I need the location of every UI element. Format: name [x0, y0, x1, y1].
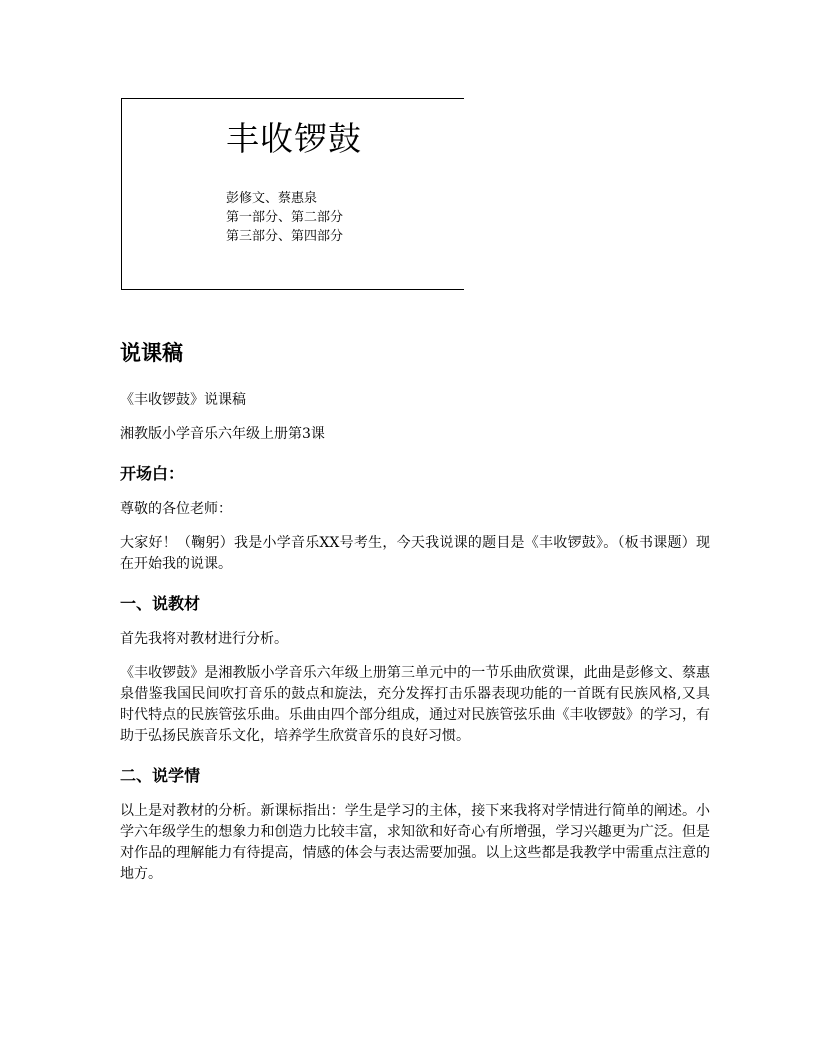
opening-greeting: 尊敬的各位老师： [120, 501, 232, 517]
section-heading-material: 一、说教材 [120, 594, 201, 613]
document-body [120, 338, 710, 898]
section-heading-opening: 开场白： [120, 464, 185, 483]
document-edition: 湘教版小学音乐六年级上册第3课 [120, 426, 325, 442]
document-subtitle: 《丰收锣鼓》说课稿 [120, 392, 246, 408]
material-intro: 首先我将对教材进行分析。 [120, 631, 288, 647]
section-heading-students: 二、说学情 [120, 766, 201, 785]
slide-line-parts-2: 第三部分、第四部分 [226, 229, 344, 244]
slide-title: 丰收锣鼓 [226, 119, 362, 158]
slide-thumbnail [121, 98, 464, 290]
slide-line-parts-1: 第一部分、第二部分 [226, 210, 344, 225]
slide-line-composers: 彭修文、蔡惠泉 [226, 191, 318, 206]
slide-lines [226, 189, 343, 246]
opening-paragraph: 大家好！（鞠躬）我是小学音乐XX号考生，今天我说课的题目是《丰收锣鼓》。（板书课题）现在开始我的说课。 [120, 535, 710, 572]
document-title: 说课稿 [120, 341, 183, 365]
material-paragraph: 《丰收锣鼓》是湘教版小学音乐六年级上册第三单元中的一节乐曲欣赏课，此曲是彭修文、蔡惠泉借鉴我国民间吹打音乐的鼓点和旋法，充分发挥打击乐器表现功能的一首既有民族风格,又具时代特点的民族管弦乐曲。乐曲由四个部分组成，通过对民族管弦乐曲《丰收锣鼓》的学习，有助于弘扬民族音乐文化，培养学生欣赏音乐的良好习惯。 [120, 665, 710, 744]
students-paragraph: 以上是对教材的分析。新课标指出：学生是学习的主体，接下来我将对学情进行简单的阐述。小学六年级学生的想象力和创造力比较丰富，求知欲和好奇心有所增强，学习兴趣更为广泛。但是对作品的理解能力有待提高，情感的体会与表达需要加强。以上这些都是我教学中需重点注意的地方。 [120, 803, 710, 882]
